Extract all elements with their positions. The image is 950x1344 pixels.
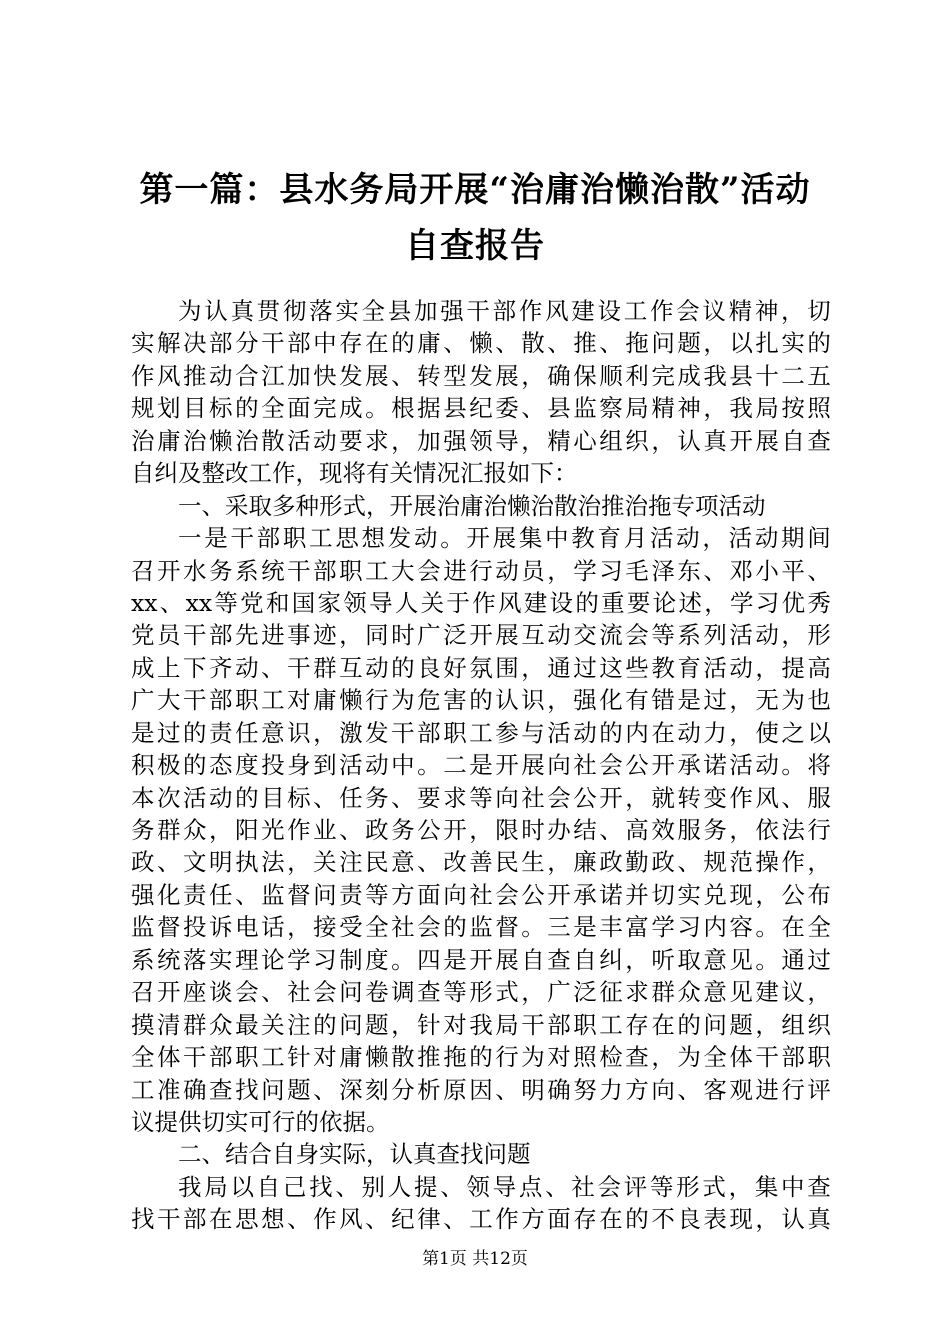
body-text-line: 召 开 座 谈 会 、 社 会 问 卷 调 查 等 形 式 ， 广 泛 征 求 群 众 意 见 建 议 ， [131,978,831,1007]
body-text-line: 一 是 干 部 职 工 思 想 发 动 。 开 展 集 中 教 育 月 活 动 ， 活 动 期 间 [178,524,831,553]
body-text-line: 议提供切实可行的依据。 [131,1107,390,1136]
body-text-line: 找 干 部 在 思 想 、 作 风 、 纪 律 、 工 作 方 面 存 在 的 不 良 表 现 ， 认 真 [131,1205,831,1234]
body-text-line: 工 准 确 查 找 问 题 、 深 刻 分 析 原 因 、 明 确 努 力 方 向 、 客 观 进 行 评 [131,1075,831,1104]
body-text-line: 自纠及整改工作，现将有关情况汇报如下： [131,459,578,488]
body-text-line: 党 员 干 部 先 进 事 迹 ， 同 时 广 泛 开 展 互 动 交 流 会 等 系 列 活 动 ， 形 [131,621,831,650]
body-text-line: 本 次 活 动 的 目 标 、 任 务 、 要 求 等 向 社 会 公 开 ， 就 转 变 作 风 、 服 [131,783,831,812]
body-text-line: 务 群 众 ， 阳 光 作 业 、 政 务 公 开 ， 限 时 办 结 、 高 效 服 务 ， 依 法 行 [131,816,831,844]
body-text-line: 治 庸 治 懒 治 散 活 动 要 求 ， 加 强 领 导 ， 精 心 组 织 ， 认 真 开 展 自 查 [131,426,831,455]
body-text-line: 系 统 落 实 理 论 学 习 制 度 。 四 是 开 展 自 查 自 纠 ， 听 取 意 见 。 通 过 [131,945,831,974]
body-text-line: 我 局 以 自 己 找 、 别 人 提 、 领 导 点 、 社 会 评 等 形 式 ， 集 中 查 [178,1172,831,1201]
document-title-line-1: 第一篇：县水务局开展“治庸治懒治散”活动 [139,170,811,210]
body-text-line: 积 极 的 态 度 投 身 到 活 动 中 。 二 是 开 展 向 社 会 公 开 承 诺 活 动 。 将 [131,751,831,780]
body-text-line: 是 过 的 责 任 意 识 ， 激 发 干 部 职 工 参 与 活 动 的 内 在 动 力 ， 使 之 以 [131,718,831,747]
document-title-line-2: 自查报告 [405,226,545,266]
body-text-line: 监 督 投 诉 电 话 ， 接 受 全 社 会 的 监 督 。 三 是 丰 富 学 习 内 容 。 在 全 [131,913,831,942]
body-text-line: 政 、 文 明 执 法 ， 关 注 民 意 、 改 善 民 生 ， 廉 政 勤 政 、 规 范 操 作 ， [131,848,831,877]
body-text-line: 摸 清 群 众 最 关 注 的 问 题 ， 针 对 我 局 干 部 职 工 存 在 的 问 题 ， 组 织 [131,1010,831,1039]
body-text-line: 广 大 干 部 职 工 对 庸 懒 行 为 危 害 的 认 识 ， 强 化 有 错 是 过 ， 无 为 也 [131,686,831,715]
body-text-line: 作 风 推 动 合 江 加 快 发 展 、 转 型 发 展 ， 确 保 顺 利 完 成 我 县 十 二 五 [131,361,831,390]
page-footer: 第1页 共12页 [422,1249,528,1269]
body-text-line: 实 解 决 部 分 干 部 中 存 在 的 庸 、 懒 、 散 、 推 、 拖 问 题 ， 以 扎 实 的 [131,329,831,358]
document-body [131,295,831,1236]
body-text-line: 规 划 目 标 的 全 面 完 成 。 根 据 县 纪 委 、 县 监 察 局 精 神 ， 我 局 按 照 [131,394,831,423]
body-text-line: 成 上 下 齐 动 、 干 群 互 动 的 良 好 氛 围 ， 通 过 这 些 教 育 活 动 ， 提 高 [131,653,831,682]
body-text-line: 强 化 责 任 、 监 督 问 责 等 方 面 向 社 会 公 开 承 诺 并 切 实 兑 现 ， 公 布 [131,880,831,909]
body-text-line: 二、结合自身实际，认真查找问题 [178,1140,531,1169]
body-text-line: 召 开 水 务 系 统 干 部 职 工 大 会 进 行 动 员 ， 学 习 毛 泽 东 、 邓 小 平 、 [131,556,831,585]
body-text-line: 一、采取多种形式，开展治庸治懒治散治推治拖专项活动 [178,491,766,520]
body-text-line: xx 、 xx 等 党 和 国 家 领 导 人 关 于 作 风 建 设 的 重 要 论 述 ， 学 习 优 秀 [131,588,831,617]
body-text-line: 全 体 干 部 职 工 针 对 庸 懒 散 推 拖 的 行 为 对 照 检 查 ， 为 全 体 干 部 职 [131,1043,831,1072]
body-text-line: 为 认 真 贯 彻 落 实 全 县 加 强 干 部 作 风 建 设 工 作 会 议 精 神 ， 切 [178,297,831,325]
